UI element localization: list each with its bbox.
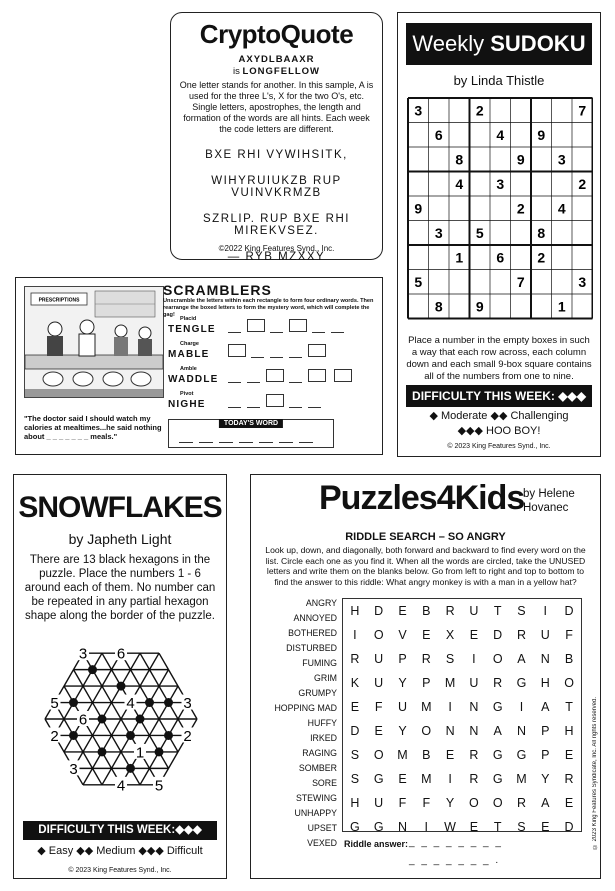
scramblers-title: SCRAMBLERS [163,282,272,298]
word-search-letter[interactable]: G [350,820,360,834]
cryptoquote-rules: One letter stands for another. In this sample, A is used for the three L's, X for the two O's, etc. Single letters, apostrophes, the length and formation of the words are all hints. Each week the code letters are different. [179,80,374,134]
word-search-letter[interactable]: I [448,700,452,714]
cryptoquote-copyright: ©2022 King Features Synd., Inc. [218,244,335,253]
word-search-letter[interactable]: G [516,676,527,690]
word-list-item: BOTHERED [288,628,337,638]
word-search-letter[interactable]: O [373,748,384,762]
word-search-letter[interactable]: G [373,820,384,834]
sudoku-cell[interactable]: 2 [578,175,587,192]
word-search-letter[interactable]: I [424,820,429,834]
sudoku-cell[interactable]: 6 [496,249,505,266]
riddle-search-instructions: Look up, down, and diagonally, both forward and backward to find every word on the list. Circle each one as you find it. When all the words are circled, take the UNUSED letters and write them on the blanks below. Go from left to right and top to bottom to find the answer to this riddle: What angry monkey is with a man in a yellow hat? [265,545,586,587]
black-hexagon [164,698,173,707]
word-search-letter[interactable]: T [493,604,502,618]
sudoku-cell[interactable]: 5 [414,273,423,290]
word-search-letter[interactable]: E [374,724,383,738]
letter-blank[interactable] [308,407,321,408]
cryptoquote-example-answer: is LONGFELLOW [232,66,321,77]
word-search-letter[interactable]: O [492,652,503,666]
letter-box[interactable] [266,369,284,382]
word-search-letter[interactable]: D [564,604,574,618]
word-search-letter[interactable]: E [422,628,431,642]
letter-box[interactable] [334,369,352,382]
black-hexagon [164,731,173,740]
word-search-letter[interactable]: I [353,628,357,642]
snowflake-clue: 5 [154,777,164,795]
cryptoquote-author-code: — RYB MZXXY [227,251,326,263]
cartoon-sign-text: PRESCRIPTIONS [38,297,80,304]
black-hexagon [126,731,135,740]
scramble-hint: Placid [180,316,197,322]
word-search-letter[interactable]: F [422,796,431,810]
todays-word-box[interactable] [168,419,334,448]
word-search-letter[interactable]: R [445,604,455,618]
sudoku-cell[interactable]: 2 [475,102,484,119]
word-search-letter[interactable]: R [564,772,574,786]
word-search-letter[interactable]: H [564,724,574,738]
letter-box[interactable] [308,369,326,382]
black-hexagon [98,747,107,756]
word-search-letter[interactable]: I [472,652,476,666]
word-search-letter[interactable]: S [350,772,360,786]
sudoku-cell[interactable]: 2 [537,249,546,266]
scramble-word: TENGLE [168,324,216,335]
word-search-letter[interactable]: O [469,796,479,810]
word-search-letter[interactable]: R [516,628,526,642]
word-search-letter[interactable]: N [397,820,407,834]
scramble-word: WADDLE [168,374,219,385]
word-list-item: GRUMPY [298,688,337,698]
snowflake-clue: 3 [69,760,78,778]
letter-blank[interactable] [239,442,253,443]
sudoku-banner: Weekly SUDOKU [406,23,592,65]
word-search-letter[interactable]: S [517,604,526,618]
sudoku-cell[interactable]: 3 [557,151,566,168]
snowflakes-grid[interactable] [24,619,218,819]
word-search-letter[interactable]: M [421,700,432,714]
side-copyright: © 2023 King Features Syndicate, Inc. All rights reserved. [592,697,598,850]
word-search-letter[interactable]: T [565,700,573,714]
word-search-letter[interactable]: S [350,748,360,762]
word-list-item: RAGING [302,748,337,758]
word-search-letter[interactable]: I [519,700,524,714]
word-search-letter[interactable]: U [374,796,384,810]
word-search-letter[interactable]: E [469,628,479,642]
word-search-letter[interactable]: E [445,748,455,762]
word-search-letter[interactable]: E [564,796,574,810]
word-search-row [343,767,581,791]
sudoku-panel [397,12,601,457]
letter-blank[interactable] [247,382,260,383]
word-search-letter[interactable]: B [422,748,431,762]
sudoku-cell[interactable]: 4 [455,175,464,192]
word-search-letter[interactable]: R [421,652,431,666]
word-list-item: FUMING [302,658,337,668]
scramblers-instructions: Unscramble the letters within each rectangle to form four ordinary words. Then rearrange the boxed letters to form the mystery word, which will complete the gag! [163,298,374,318]
letter-blank[interactable] [312,332,325,333]
snowflakes-legend: ◆ Easy ◆◆ Medium ◆◆◆ Difficult [37,845,203,857]
word-search-letter[interactable]: X [445,628,455,642]
scramble-hint: Pivot [180,391,194,397]
word-search-letter[interactable]: O [421,724,432,738]
letter-box[interactable] [266,394,284,407]
sudoku-cell[interactable]: 4 [496,126,505,143]
letter-box[interactable] [308,344,326,357]
letter-blank[interactable] [228,332,241,333]
word-search-letter[interactable]: D [564,820,574,834]
word-search-letter[interactable]: N [516,724,526,738]
word-search-letter[interactable]: M [421,772,432,786]
word-search-letter[interactable]: G [516,748,527,762]
black-hexagon [117,682,126,691]
letter-box[interactable] [289,319,307,332]
todays-word-label: TODAY'S WORD [219,419,283,428]
letter-blank[interactable] [247,407,260,408]
black-hexagon [69,731,78,740]
word-search-row [343,599,581,623]
scramble-row [168,316,378,338]
letter-blank[interactable] [279,442,293,443]
word-search-letter[interactable]: E [564,748,574,762]
word-search-letter[interactable]: G [492,772,503,786]
letter-blank[interactable] [259,442,273,443]
word-search-letter[interactable]: A [541,796,550,810]
word-search-letter[interactable]: A [541,700,550,714]
letter-blank[interactable] [270,332,283,333]
snowflake-clue: 6 [78,711,88,729]
scramblers-panel [15,277,383,455]
word-search-letter[interactable]: U [397,700,407,714]
word-search-letter[interactable]: I [543,604,548,618]
scramble-hint: Amble [180,366,197,372]
snowflake-clue: 2 [183,727,192,745]
word-search-letter[interactable]: R [493,676,503,690]
word-list-item: UPSET [307,823,337,833]
word-search-letter[interactable]: R [469,772,479,786]
word-search-letter[interactable]: U [469,676,479,690]
word-search-letter[interactable]: H [350,796,360,810]
word-search-letter[interactable]: Y [398,724,407,738]
snowflake-clue: 3 [78,645,88,663]
word-search-letter[interactable]: E [469,820,479,834]
word-list-item: IRKED [310,733,337,743]
sudoku-cell[interactable]: 3 [414,102,423,119]
word-search-letter[interactable]: U [469,604,479,618]
sudoku-rules: Place a number in the empty boxes in such a way that each row across, each column down and each small 9-box square contains all of the numbers from one to nine. [406,335,592,382]
sudoku-copyright: © 2023 King Features Synd., Inc. [447,443,551,450]
letter-blank[interactable] [179,442,193,443]
word-search-row [343,671,581,695]
word-search-letter[interactable]: A [517,652,526,666]
word-search-letter[interactable]: W [444,820,456,834]
word-search-letter[interactable]: G [492,700,503,714]
sudoku-cell[interactable]: 5 [475,224,484,241]
word-list-item: ANGRY [305,598,337,608]
word-search-letter[interactable]: N [445,724,455,738]
sudoku-cell[interactable]: 4 [557,200,566,217]
snowflakes-title: SNOWFLAKES [18,491,222,524]
sudoku-cell[interactable]: 9 [516,151,525,168]
snowflakes-author: by Japheth Light [68,531,172,547]
word-search-letter[interactable]: F [565,628,573,642]
sudoku-legend: ◆ Moderate ◆◆ Challenging ◆◆◆ HOO BOY! [429,410,569,437]
word-list-item: ANNOYED [293,613,337,623]
word-search-letter[interactable]: D [493,628,503,642]
word-search-row [343,791,581,815]
sudoku-cell[interactable]: 3 [434,224,443,241]
black-hexagon [69,698,78,707]
black-hexagon [126,764,135,773]
sudoku-cell[interactable]: 7 [516,273,525,290]
word-search-letter[interactable]: P [541,748,550,762]
word-search-row [343,623,581,647]
snowflake-clue: 4 [126,695,135,713]
word-search-letter[interactable]: M [516,772,527,786]
riddle-answer-blanks[interactable]: _ _ _ _ _ _ _ . [409,855,501,866]
word-search-row [343,743,581,767]
letter-box[interactable] [247,319,265,332]
letter-blank[interactable] [199,442,213,443]
word-search-letter[interactable]: A [493,724,502,738]
cryptoquote-line: WIHYRUIUKZB RUP VUINVKRMZB [211,175,342,199]
letter-blank[interactable] [270,357,283,358]
scramblers-caption: "The doctor said I should watch my calories at mealtimes...he said nothing about _ _ _ _ _ _ _ meals." [24,414,162,441]
word-search-letter[interactable]: V [398,628,407,642]
word-search-letter[interactable]: E [398,772,407,786]
word-search-letter[interactable]: H [350,604,360,618]
word-search-letter[interactable]: Y [541,772,550,786]
letter-box[interactable] [228,344,246,357]
sudoku-cell[interactable]: 2 [516,200,525,217]
word-search-letter[interactable]: H [540,676,550,690]
word-search-row [343,647,581,671]
sudoku-difficulty: DIFFICULTY THIS WEEK: ◆◆◆ [406,385,592,407]
sudoku-cell[interactable]: 8 [434,298,443,315]
word-search-letter[interactable]: D [374,604,384,618]
sudoku-cell[interactable]: 8 [455,151,464,168]
word-search-letter[interactable]: P [398,652,407,666]
cryptoquote-line: BXE RHI VYWIHSITK, [205,149,348,161]
sudoku-cell[interactable]: 9 [414,200,423,217]
word-search-letter[interactable]: F [374,700,383,714]
letter-blank[interactable] [228,382,241,383]
word-search-letter[interactable]: E [398,604,407,618]
word-search-letter[interactable]: E [350,700,360,714]
letter-blank[interactable] [331,332,344,333]
word-search-letter[interactable]: B [564,652,574,666]
word-search-letter[interactable]: U [374,652,384,666]
snowflakes-panel [13,474,227,879]
letter-blank[interactable] [289,357,302,358]
word-search-letter[interactable]: P [422,676,431,690]
scramble-word: NIGHE [168,399,206,410]
word-list-item: VEXED [307,838,337,848]
snowflake-clue: 6 [116,645,126,663]
cryptoquote-line: SZRLIP. RUP BXE RHI MIREKVSEZ. [203,213,350,237]
scramblers-cartoon [24,286,164,398]
snowflake-clue: 1 [135,744,145,762]
riddle-answer-blanks[interactable]: _ _ _ _ _ _ _ _ [409,837,503,848]
word-list-item: SORE [312,778,337,788]
word-search-letter[interactable]: O [373,628,384,642]
word-search-letter[interactable]: R [350,652,360,666]
word-search-grid[interactable] [342,598,582,832]
riddle-answer-label: Riddle answer: [344,839,409,849]
snowflakes-rules: There are 13 black hexagons in the puzzle. Place the numbers 1 - 6 around each of them. No number can be repeated in any partial hexagon shape along the border of the puzzle. [24,554,216,622]
puzzles4kids-title: Puzzles4Kids [319,479,525,517]
scramble-row [168,366,378,388]
sudoku-grid[interactable] [407,97,593,322]
word-search-letter[interactable]: P [541,724,550,738]
word-search-row [343,719,581,743]
scramble-row [168,391,378,413]
word-search-letter[interactable]: R [469,748,479,762]
sudoku-cell[interactable]: 8 [537,224,546,241]
letter-blank[interactable] [228,407,241,408]
word-search-letter[interactable]: D [350,724,360,738]
sudoku-cell[interactable]: 9 [475,298,484,315]
scramble-word: MABLE [168,349,210,360]
riddle-search-subtitle: RIDDLE SEARCH – SO ANGRY [345,531,506,543]
word-search-letter[interactable]: R [516,796,526,810]
sudoku-cell[interactable]: 7 [578,102,587,119]
word-list-item: DISTURBED [286,643,337,653]
word-search-letter[interactable]: S [517,820,526,834]
word-search-letter[interactable]: B [422,604,431,618]
black-hexagon [98,715,107,724]
scramble-row [168,341,378,363]
black-hexagon [136,715,145,724]
sudoku-cell[interactable]: 9 [537,126,546,143]
cryptoquote-panel [170,12,383,263]
word-search-letter[interactable]: M [444,676,456,690]
letter-blank[interactable] [219,442,233,443]
word-search-letter[interactable]: N [469,700,479,714]
word-search-letter[interactable]: Y [398,676,407,690]
sudoku-author: by Linda Thistle [453,73,545,88]
word-list-item: SOMBER [298,763,337,773]
snowflakes-copyright: © 2023 King Features Synd., Inc. [68,867,172,874]
word-search-letter[interactable]: M [397,748,408,762]
scramble-hint: Charge [180,341,199,347]
letter-blank[interactable] [299,442,313,443]
cryptoquote-title: CryptoQuote [199,19,354,49]
word-list [263,596,337,851]
word-search-letter[interactable]: I [448,772,452,786]
sudoku-cell[interactable]: 3 [578,273,587,290]
word-search-letter[interactable]: O [564,676,574,690]
word-search-row [343,815,581,839]
word-list-item: HOPPING MAD [274,703,337,713]
sudoku-cell[interactable]: 3 [496,175,505,192]
word-search-letter[interactable]: U [540,628,550,642]
snowflakes-difficulty: DIFFICULTY THIS WEEK:◆◆◆ [23,821,217,840]
word-search-letter[interactable]: F [398,796,407,810]
snowflake-clue: 5 [50,695,59,713]
sudoku-cell[interactable]: 6 [434,126,443,143]
letter-blank[interactable] [289,382,302,383]
word-search-letter[interactable]: S [445,652,455,666]
puzzles4kids-byline: by Helene Hovanec [523,488,575,514]
word-list-item: UNHAPPY [294,808,337,818]
word-list-item: HUFFY [307,718,337,728]
puzzles4kids-panel [250,474,601,879]
snowflake-clue: 2 [50,727,59,745]
word-list-item: STEWING [295,793,337,803]
word-search-letter[interactable]: G [492,748,503,762]
word-search-row [343,695,581,719]
black-hexagon [88,665,97,674]
snowflake-clue: 4 [116,777,126,795]
letter-blank[interactable] [251,357,264,358]
word-search-letter[interactable]: N [540,652,550,666]
sudoku-cell[interactable]: 1 [455,249,464,266]
word-search-letter[interactable]: G [373,772,384,786]
word-search-letter[interactable]: K [350,676,360,690]
black-hexagon [145,698,154,707]
word-list-item: GRIM [314,673,337,683]
letter-blank[interactable] [289,407,302,408]
word-search-letter[interactable]: U [374,676,384,690]
cryptoquote-example-code: AXYDLBAAXR [238,54,315,65]
word-search-letter[interactable]: N [469,724,479,738]
word-search-letter[interactable]: E [541,820,550,834]
black-hexagon [155,747,164,756]
word-search-letter[interactable]: T [493,820,502,834]
word-search-letter[interactable]: Y [445,796,455,810]
sudoku-cell[interactable]: 1 [557,298,566,315]
word-search-letter[interactable]: O [492,796,503,810]
snowflake-clue: 3 [183,695,192,713]
